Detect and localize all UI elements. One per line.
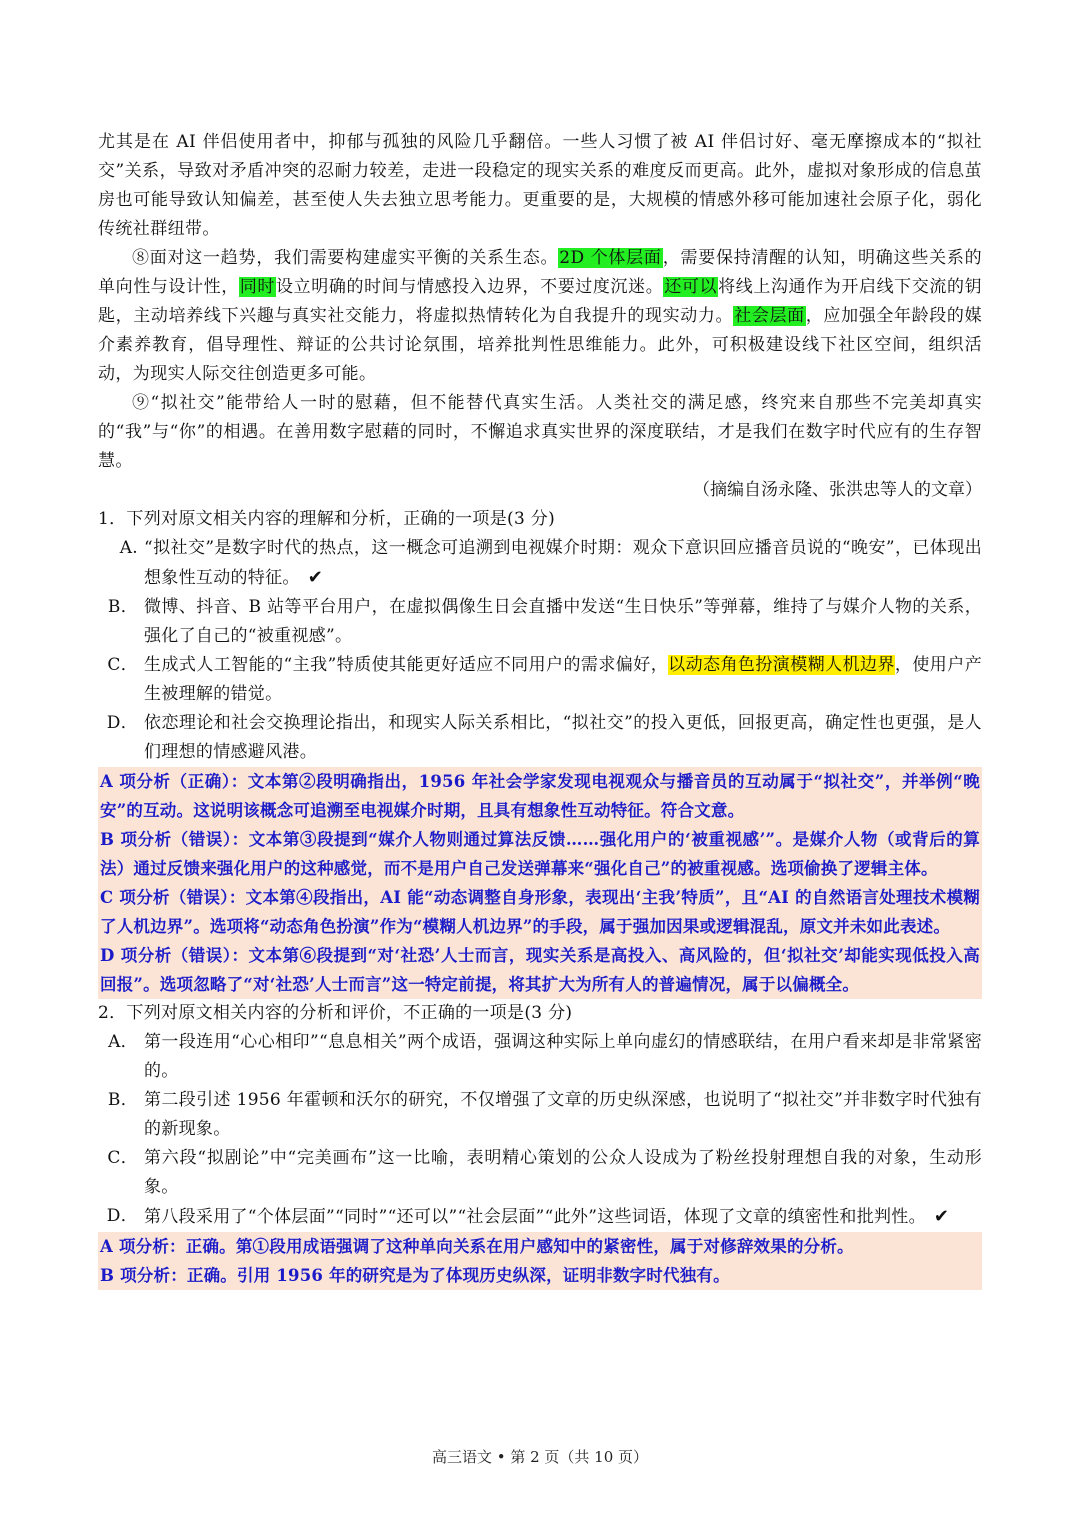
highlight-society-level: 社会层面	[734, 306, 805, 326]
q2-option-b	[98, 1086, 982, 1144]
option-text: 依恋理论和社会交换理论指出，和现实人际关系相比，“拟社交”的投入更低，回报更高，确定性也更强，是人们理想的情感避风港。	[144, 713, 982, 762]
q2-analysis-box	[98, 1232, 982, 1290]
p8-text-a: ⑧面对这一趋势，我们需要构建虚实平衡的关系生态。	[132, 248, 559, 268]
option-label: A.	[119, 538, 138, 558]
q2-analysis-a: A 项分析：正确。第①段用成语强调了这种单向关系在用户感知中的紧密性，属于对修辞效果的分析。	[100, 1237, 854, 1256]
highlight-dynamic-role-play: 以动态角色扮演模糊人机边界	[668, 655, 895, 675]
q1-option-c	[98, 651, 982, 709]
option-text: 生成式人工智能的“主我”特质使其能更好适应不同用户的需求偏好，	[144, 655, 669, 675]
option-text-tail: ，使用户产生被理解的错觉。	[144, 655, 982, 704]
passage-paragraph-9: ⑨“拟社交”能带给人一时的慰藉，但不能替代真实生活。人类社交的满足感，终究来自那些不完美却真实的“我”与“你”的相遇。在善用数字慰藉的同时，不懈追求真实世界的深度联结，才是我们在数字时代应有的生存智慧。	[98, 393, 982, 471]
q1-analysis-c: C 项分析（错误）：文本第④段指出，AI 能“动态调整自身形象，表现出‘主我’特质”，且“AI 的自然语言处理技术模糊了人机边界”。选项将“动态角色扮演”作为“模糊人机边界”的手段，属于强加因果或逻辑混乱，原文并未如此表述。	[100, 888, 980, 936]
option-text: “拟社交”是数字时代的热点，这一概念可追溯到电视媒介时期：观众下意识回应播音员说的“晚安”，已体现出想象性互动的特征。	[144, 538, 982, 588]
q2-option-c	[98, 1144, 982, 1202]
question-1-stem: 1．下列对原文相关内容的理解和分析，正确的一项是(3 分)	[98, 509, 555, 529]
option-text: 第一段连用“心心相印”“息息相关”两个成语，强调这种实际上单向虚幻的情感联结，在用户看来却是非常紧密的。	[144, 1032, 982, 1081]
q1-analysis-d: D 项分析（错误）：文本第⑥段提到“对‘社恐’人士而言，现实关系是高投入、高风险的，但‘拟社交’却能实现低投入高回报”。选项忽略了“对‘社恐’人士而言”这一特定前提，将其扩大为所有人的普遍情况，属于以偏概全。	[100, 946, 980, 994]
checkmark-icon: ✔	[933, 1206, 950, 1227]
option-label: D．	[106, 713, 138, 733]
source-citation: （摘编自汤永隆、张洪忠等人的文章）	[693, 480, 982, 500]
q1-analysis-a: A 项分析（正确）：文本第②段明确指出，1956 年社会学家发现电视观众与播音员的互动属于“拟社交”，并举例“晚安”的互动。这说明该概念可追溯至电视媒介时期，且具有想象性互动特征。符合文意。	[100, 772, 980, 820]
q2-option-d	[98, 1202, 982, 1232]
option-text: 第二段引述 1956 年霍顿和沃尔的研究，不仅增强了文章的历史纵深感，也说明了“拟社交”并非数字时代独有的新现象。	[144, 1090, 982, 1139]
option-label: B．	[107, 1090, 138, 1110]
option-label: D．	[106, 1206, 138, 1226]
highlight-individual-level: 2D 个体层面	[559, 248, 662, 268]
highlight-also-can: 还可以	[664, 277, 718, 297]
question-2-stem: 2．下列对原文相关内容的分析和评价，不正确的一项是(3 分)	[98, 1003, 573, 1023]
p8-text-d: 将线上沟通作为开启线下交流的钥匙，主动培养线下兴趣与真实社交能力，将虚拟热情转化为自我提升的现实动力。	[98, 277, 982, 326]
p8-text-b: ，需要保持清醒的认知，明确这些关系的单向性与设计性，	[98, 248, 982, 297]
option-text: 第六段“拟剧论”中“完美画布”这一比喻，表明精心策划的公众人设成为了粉丝投射理想自我的对象，生动形象。	[144, 1148, 982, 1197]
q2-analysis-b: B 项分析：正确。引用 1956 年的研究是为了体现历史纵深，证明非数字时代独有。	[100, 1266, 730, 1285]
q1-option-a	[98, 534, 982, 593]
q1-analysis-b: B 项分析（错误）：文本第③段提到“媒介人物则通过算法反馈……强化用户的‘被重视感’”。是媒介人物（或背后的算法）通过反馈来强化用户的这种感觉，而不是用户自己发送弹幕来“强化自己”的被重视感。选项偷换了逻辑主体。	[100, 830, 980, 878]
checkmark-icon: ✔	[307, 567, 324, 588]
document-page	[98, 128, 982, 1290]
passage-paragraph-8	[98, 244, 982, 389]
p8-text-c: 设立明确的时间与情感投入边界，不要过度沉迷。	[276, 277, 664, 297]
passage-paragraph-7: 尤其是在 AI 伴侣使用者中，抑郁与孤独的风险几乎翻倍。一些人习惯了被 AI 伴侣讨好、毫无摩擦成本的“拟社交”关系，导致对矛盾冲突的忍耐力较差，走进一段稳定的现实关系的难度反而更高。此外，虚拟对象形成的信息茧房也可能导致认知偏差，甚至使人失去独立思考能力。更重要的是，大规模的情感外移可能加速社会原子化，弱化传统社群纽带。	[98, 132, 982, 239]
q1-analysis-box	[98, 767, 982, 999]
option-label: C．	[107, 1148, 138, 1168]
q1-option-d	[98, 709, 982, 767]
highlight-simultaneously: 同时	[239, 277, 276, 297]
option-label: C．	[107, 655, 138, 675]
option-label: B．	[107, 597, 138, 617]
option-label: A．	[108, 1032, 138, 1052]
q1-option-b	[98, 593, 982, 651]
page-footer: 高三语文 • 第 2 页（共 10 页）	[431, 1448, 649, 1466]
q2-option-a	[98, 1028, 982, 1086]
option-text: 微博、抖音、B 站等平台用户，在虚拟偶像生日会直播中发送“生日快乐”等弹幕，维持了与媒介人物的关系，强化了自己的“被重视感”。	[144, 597, 982, 646]
option-text: 第八段采用了“个体层面”“同时”“还可以”“社会层面”“此外”这些词语，体现了文章的缜密性和批判性。	[144, 1207, 926, 1227]
p8-text-e: ，应加强全年龄段的媒介素养教育，倡导理性、辩证的公共讨论氛围，培养批判性思维能力。此外，可积极建设线下社区空间，组织活动，为现实人际交往创造更多可能。	[98, 306, 982, 384]
